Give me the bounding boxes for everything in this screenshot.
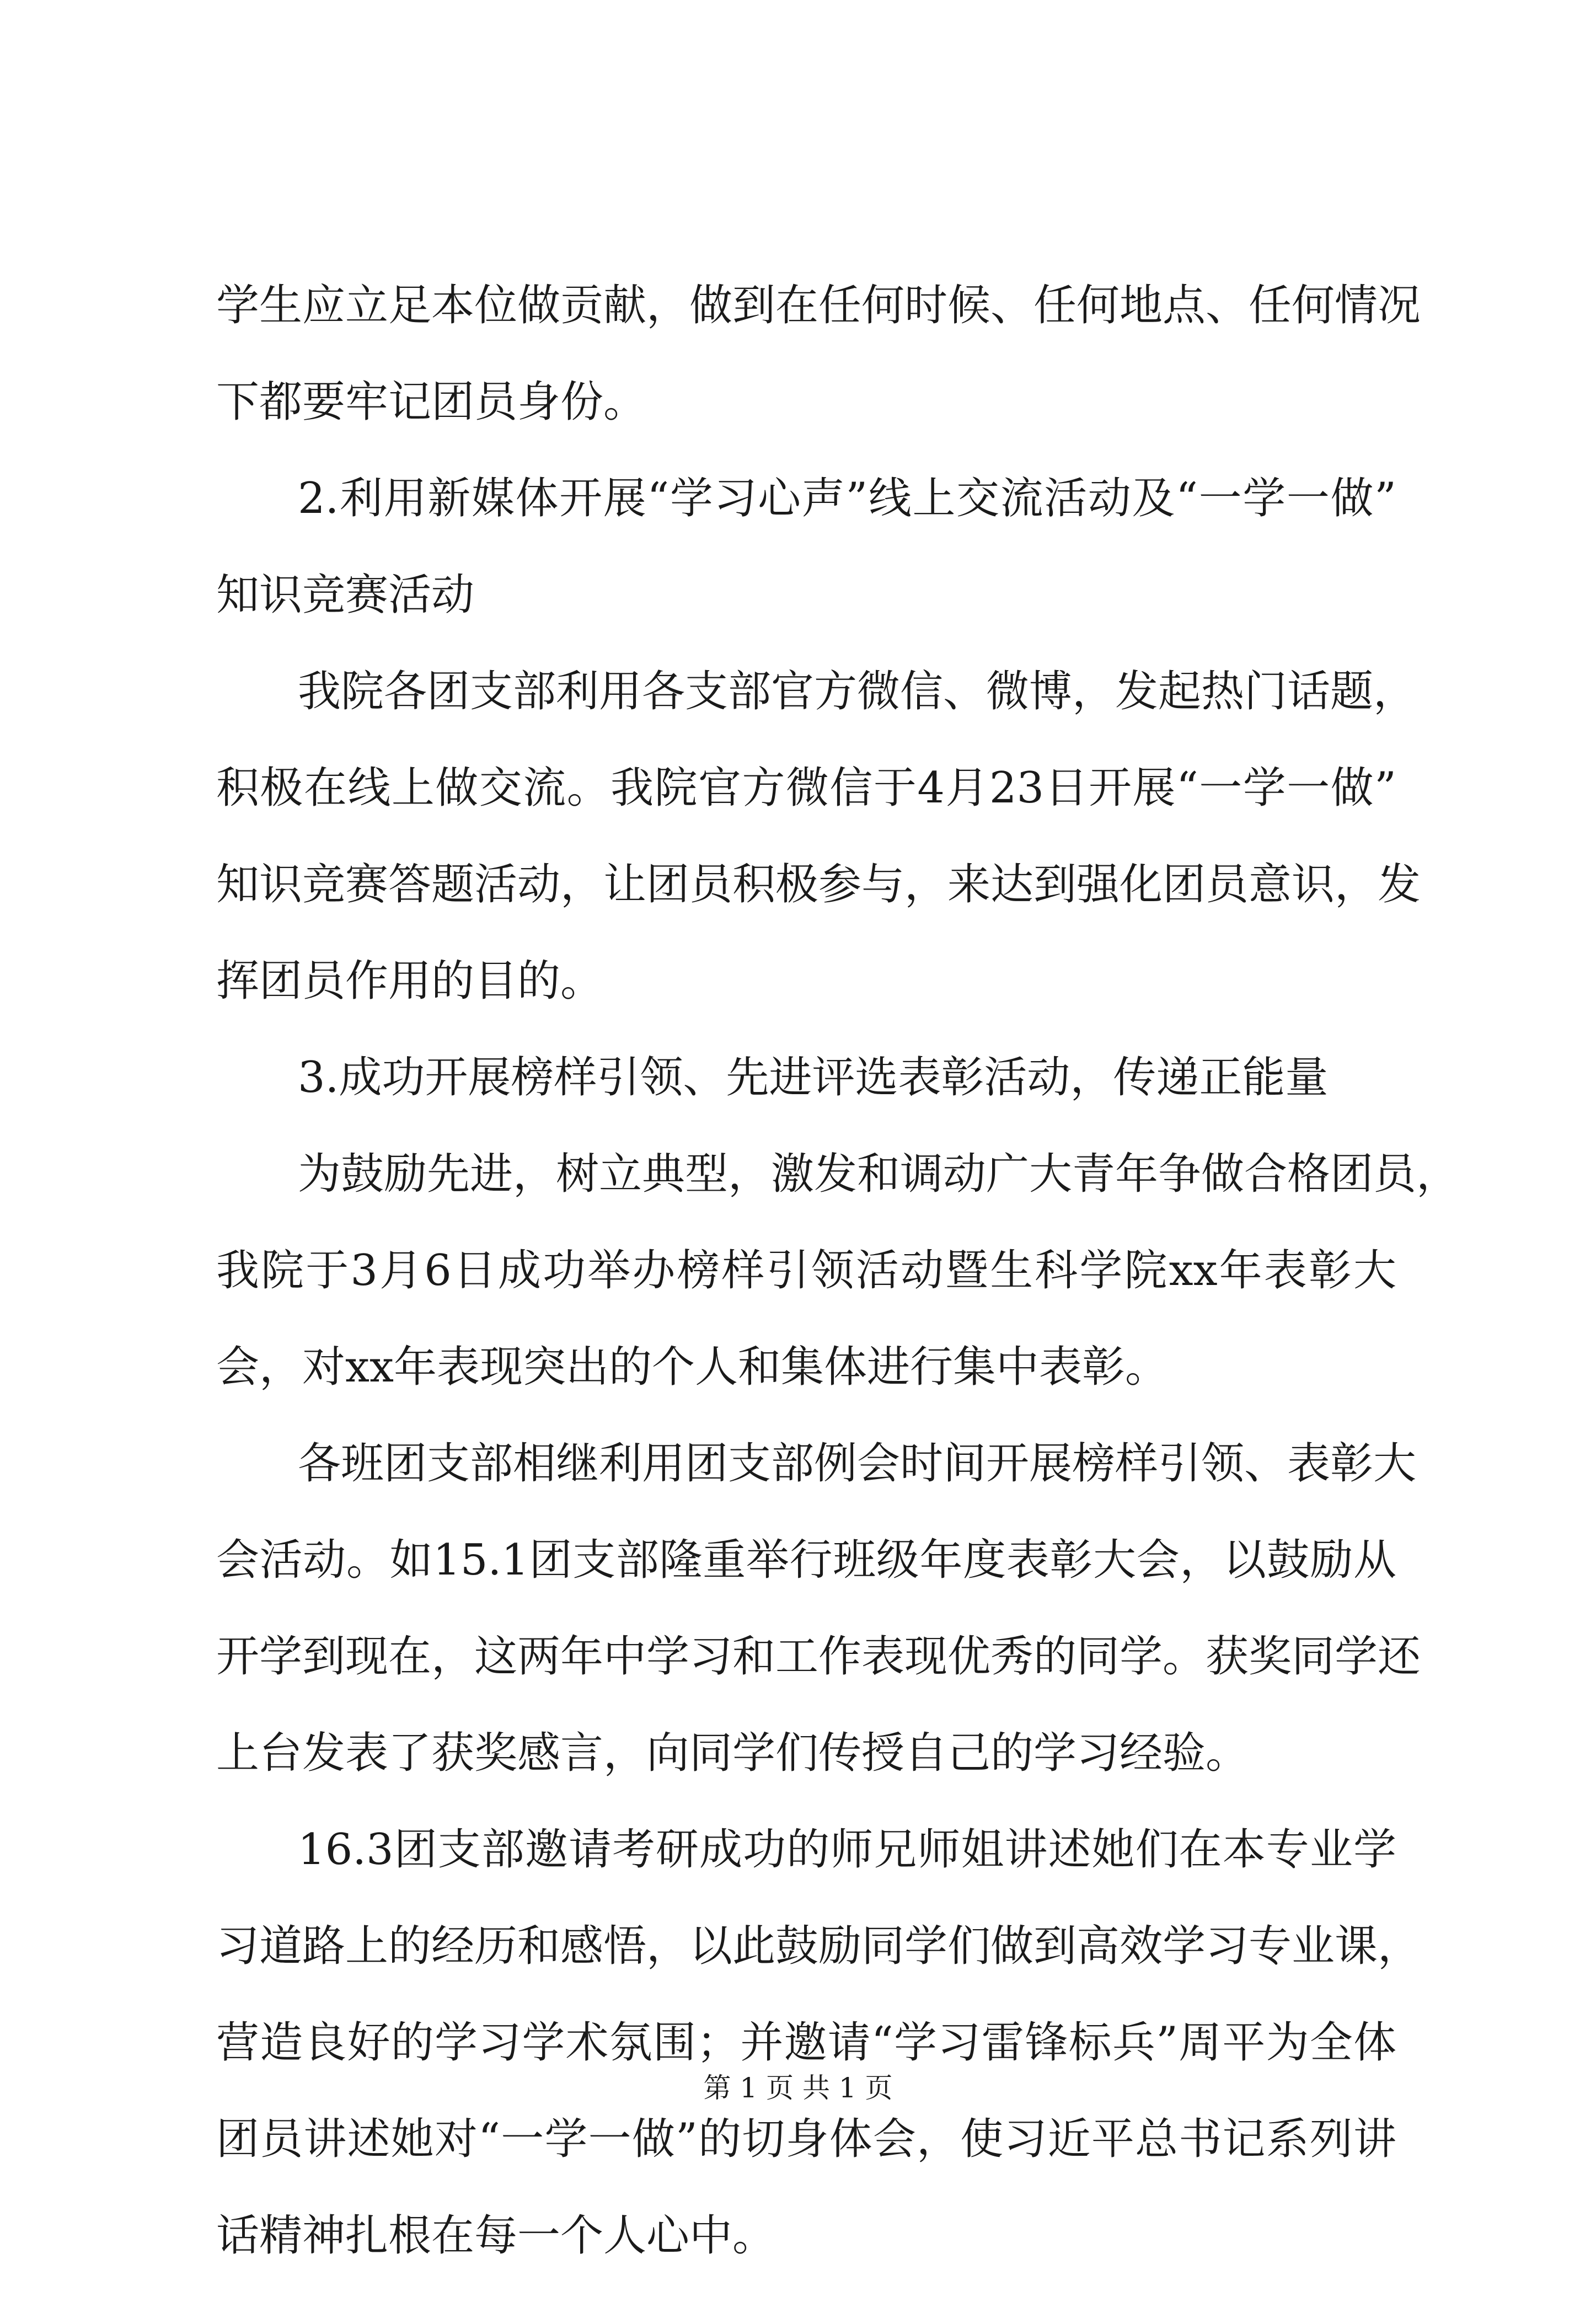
text-line: 下都要牢记团员身份。 — [216, 377, 647, 427]
text-line: 习道路上的经历和感悟，以此鼓励同学们做到高效学习专业课， — [216, 1921, 1421, 1971]
text-line: 积极在线上做交流。我院官方微信于4月23日开展“一学一做” — [216, 763, 1396, 813]
text-line: 为鼓励先进，树立典型，激发和调动广大青年争做合格团员， — [298, 1149, 1460, 1199]
section-heading-line: 3.成功开展榜样引领、先进评选表彰活动，传递正能量 — [298, 1053, 1329, 1102]
text-line: 会，对xx年表现突出的个人和集体进行集中表彰。 — [216, 1342, 1168, 1392]
text-line: 16.3团支部邀请考研成功的师兄师姐讲述她们在本专业学 — [298, 1825, 1396, 1875]
text-line: 我院各团支部利用各支部官方微信、微博，发起热门话题， — [298, 667, 1417, 716]
text-line: 挥团员作用的目的。 — [216, 956, 604, 1006]
text-line: 我院于3月6日成功举办榜样引领活动暨生科学院xx年表彰大 — [216, 1246, 1396, 1295]
text-line: 团员讲述她对“一学一做”的切身体会，使习近平总书记系列讲 — [216, 2114, 1396, 2164]
document-body — [216, 281, 1460, 2308]
text-line: 会活动。如15.1团支部隆重举行班级年度表彰大会，以鼓励从 — [216, 1535, 1396, 1585]
text-line: 学生应立足本位做贡献，做到在任何时候、任何地点、任何情况 — [216, 281, 1421, 330]
text-line: 开学到现在，这两年中学习和工作表现优秀的同学。获奖同学还 — [216, 1632, 1421, 1682]
page-number-footer: 第 1 页 共 1 页 — [703, 2072, 893, 2104]
text-line: 营造良好的学习学术氛围；并邀请“学习雷锋标兵”周平为全体 — [216, 2018, 1396, 2068]
text-line: 各班团支部相继利用团支部例会时间开展榜样引领、表彰大 — [298, 1439, 1417, 1488]
section-heading-line: 知识竞赛活动 — [216, 570, 475, 620]
text-line: 话精神扎根在每一个人心中。 — [216, 2211, 776, 2261]
section-heading-line: 2.利用新媒体开展“学习心声”线上交流活动及“一学一做” — [298, 474, 1396, 523]
text-line: 上台发表了获奖感言，向同学们传授自己的学习经验。 — [216, 1728, 1249, 1778]
text-line: 知识竞赛答题活动，让团员积极参与，来达到强化团员意识，发 — [216, 860, 1421, 909]
